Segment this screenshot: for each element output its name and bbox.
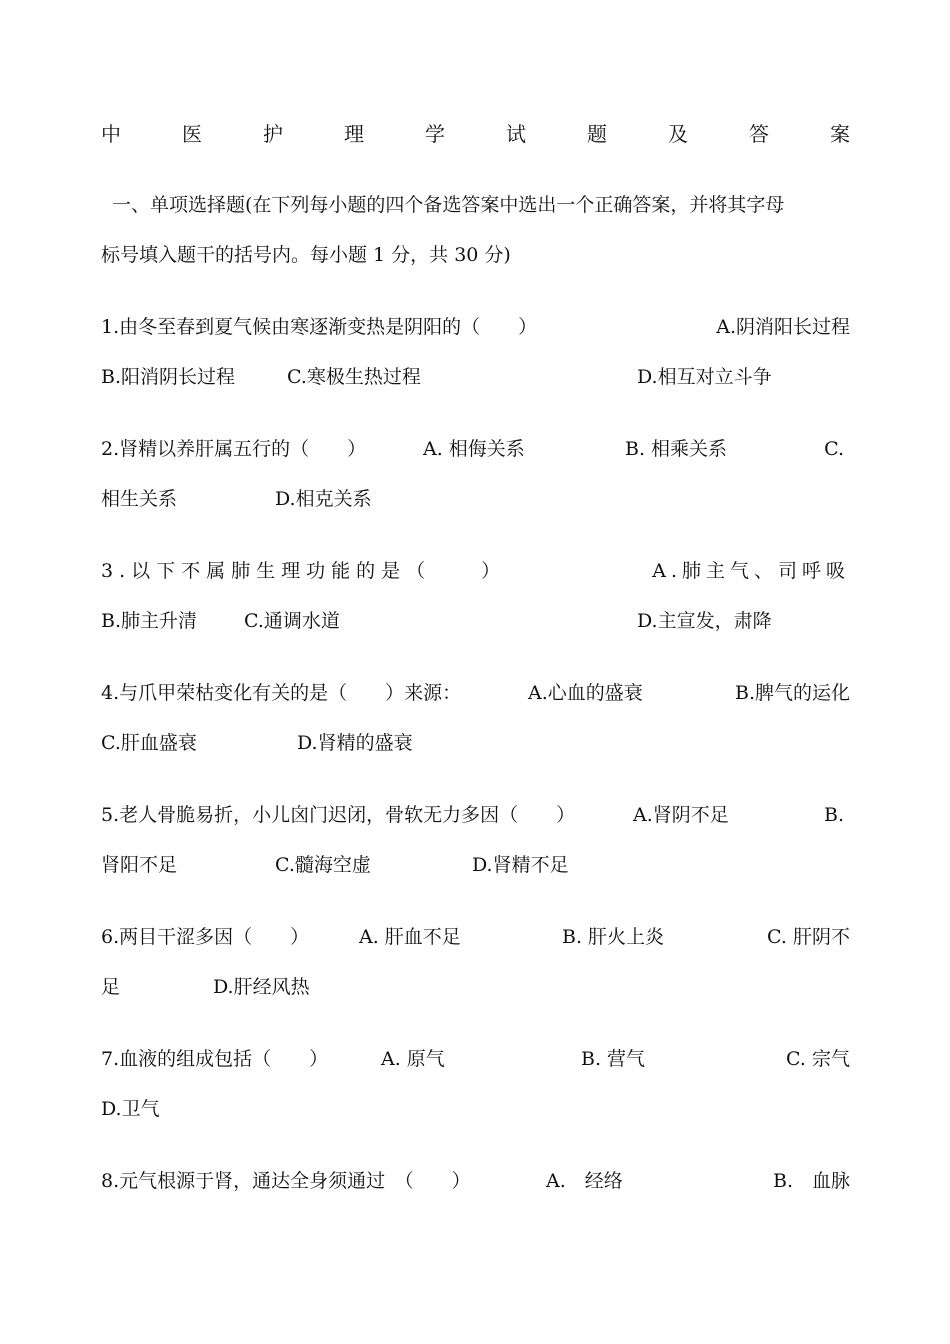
option-a: A.肾阴不足 <box>633 804 729 826</box>
option-b: B. 肝火上炎 <box>562 926 665 948</box>
question-3-options <box>101 608 850 634</box>
title-char: 医 <box>182 122 202 146</box>
option-a: A.肺主气、司呼吸 <box>652 560 850 582</box>
question-2-options <box>101 486 850 512</box>
option-d: D.肝经风热 <box>213 976 310 998</box>
title-char: 答 <box>749 122 769 146</box>
option-a: A. 相侮关系 <box>423 438 525 460</box>
option-d: D.肾精不足 <box>472 854 569 876</box>
question-1-options <box>101 364 850 390</box>
option-c: C.肝血盛衰 <box>101 732 197 754</box>
question-5-options <box>101 852 850 878</box>
option-b: B.肺主升清 <box>101 610 198 632</box>
option-d: D.卫气 <box>101 1098 160 1120</box>
question-stem: 5.老人骨脆易折，小儿囟门迟闭，骨软无力多因（ ） <box>101 804 576 826</box>
question-stem: 4.与爪甲荣枯变化有关的是（ ）来源： <box>101 682 462 704</box>
section-heading-line1: 一、单项选择题(在下列每小题的四个备选答案中选出一个正确答案，并将其字母 <box>112 194 785 216</box>
option-a: A.阴消阳长过程 <box>716 316 850 338</box>
question-7 <box>101 1046 850 1072</box>
question-5 <box>101 802 850 828</box>
title-char: 理 <box>344 122 364 146</box>
question-4-options <box>101 730 850 756</box>
question-3 <box>101 558 850 584</box>
option-d: D.相克关系 <box>275 488 372 510</box>
page-title <box>101 121 850 147</box>
option-c: C. <box>824 438 844 460</box>
title-char: 试 <box>506 122 526 146</box>
option-a: A. 原气 <box>381 1048 445 1070</box>
option-c-continued: 足 <box>101 976 121 998</box>
option-a: A. 经络 <box>546 1170 623 1192</box>
option-c: C.寒极生热过程 <box>287 366 421 388</box>
question-1 <box>101 314 850 340</box>
option-c-continued: 相生关系 <box>101 488 178 510</box>
question-stem: 8.元气根源于肾，通达全身须通过 （ ） <box>101 1170 471 1192</box>
question-stem: 7.血液的组成包括（ ） <box>101 1048 329 1070</box>
title-char: 题 <box>587 122 607 146</box>
option-b: B. 相乘关系 <box>625 438 728 460</box>
option-c: C.髓海空虚 <box>275 854 371 876</box>
option-b: B. <box>823 804 844 826</box>
title-char: 护 <box>263 122 283 146</box>
question-stem: 3.以下不属肺生理功能的是（ ） <box>101 560 507 582</box>
option-c: C. 宗气 <box>786 1048 850 1070</box>
option-a: A. 肝血不足 <box>359 926 461 948</box>
question-7-options <box>101 1096 850 1122</box>
section-heading-line2: 标号填入题干的括号内。每小题 1 分，共 30 分) <box>101 244 511 266</box>
title-char: 中 <box>101 122 121 146</box>
option-c: C.通调水道 <box>244 610 340 632</box>
option-a: A.心血的盛衰 <box>528 682 643 704</box>
question-6 <box>101 924 850 950</box>
option-b: B. 营气 <box>581 1048 646 1070</box>
option-c: C. 肝阴不 <box>767 926 850 948</box>
title-char: 学 <box>425 122 445 146</box>
option-b: B.脾气的运化 <box>734 682 850 704</box>
question-stem: 2.肾精以养肝属五行的（ ） <box>101 438 367 460</box>
option-d: D.相互对立斗争 <box>637 366 772 388</box>
option-b-continued: 肾阳不足 <box>101 854 178 876</box>
title-char: 案 <box>830 122 850 146</box>
title-char: 及 <box>668 122 688 146</box>
question-8 <box>101 1168 850 1194</box>
option-d: D.主宣发，肃降 <box>637 610 772 632</box>
question-stem: 6.两目干涩多因（ ） <box>101 926 310 948</box>
question-6-options <box>101 974 850 1000</box>
option-b: B. 血脉 <box>772 1170 850 1192</box>
option-b: B.阳消阴长过程 <box>101 366 236 388</box>
question-2 <box>101 436 850 462</box>
question-stem: 1.由冬至春到夏气候由寒逐渐变热是阴阳的（ ） <box>101 316 538 338</box>
question-4 <box>101 680 850 706</box>
option-d: D.肾精的盛衰 <box>297 732 413 754</box>
